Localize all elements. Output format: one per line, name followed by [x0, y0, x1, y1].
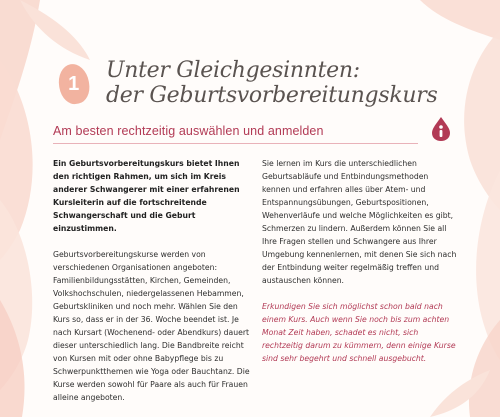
- section-subtitle: Am besten rechtzeitig auswählen und anmelden: [53, 124, 324, 138]
- body-paragraph-left: Geburtsvorbereitungskurse werden von verschiedenen Organisationen angeboten: Familienbildungsstätten, Kirchen, Gemeinden, Volkshochschulen, niedergelassenen Hebammen, Geburtskliniken und noch mehr. Wählen Sie den Kurs so, dass er in der 36. Woche beendet ist. Je nach Kursart (Wochenend- oder Abendkurs) dauert dieser unterschiedlich lang. Die Bandbreite reicht von Kursen mit oder ohne Babypflege bis zu Schwerpunktthemen wie Yoga oder Bauchtanz. Die Kurse werden sowohl für Paare als auch für Frauen alleine angeboten.: [53, 250, 250, 402]
- tip-paragraph: Erkundigen Sie sich möglichst schon bald nach einem Kurs. Auch wenn Sie noch bis zum achten Monat Zeit haben, schadet es nicht, sich rechtzeitig darum zu kümmern, denn einige Kurse sind sehr begehrt und schnell ausgebucht.: [262, 302, 456, 363]
- chapter-title: [106, 58, 438, 108]
- chapter-title-line-2: der Geburtsvorbereitungskurs: [106, 83, 438, 108]
- chapter-number: 1: [68, 72, 80, 95]
- right-column: [262, 157, 457, 365]
- lead-paragraph: Ein Geburtsvorbereitungskurs bietet Ihnen den richtigen Rahmen, um sich im Kreis anderer Schwangerer mit einer erfahrenen Kursleiterin auf die fortschreitende Schwangerschaft und die Geburt einzustimmen.: [53, 159, 240, 233]
- chapter-title-line-1: Unter Gleichgesinnten:: [106, 58, 360, 83]
- info-drop-icon: [430, 116, 452, 142]
- body-paragraph-right: Sie lernen im Kurs die unterschiedlichen Geburtsabläufe und Entbindungsmethoden kennen und erfahren alles über Atem- und Entspannungsübungen, Geburtspositionen, Wehenverläufe und welche Möglichkeiten es gibt, Schmerzen zu lindern. Außerdem können Sie all Ihre Fragen stellen und Schwangere aus Ihrer Umgebung kennenlernen, mit denen Sie sich nach der Entbindung weiter regelmäßig treffen und austauschen können.: [262, 159, 457, 285]
- section-divider: [53, 143, 418, 144]
- left-column: [53, 157, 253, 404]
